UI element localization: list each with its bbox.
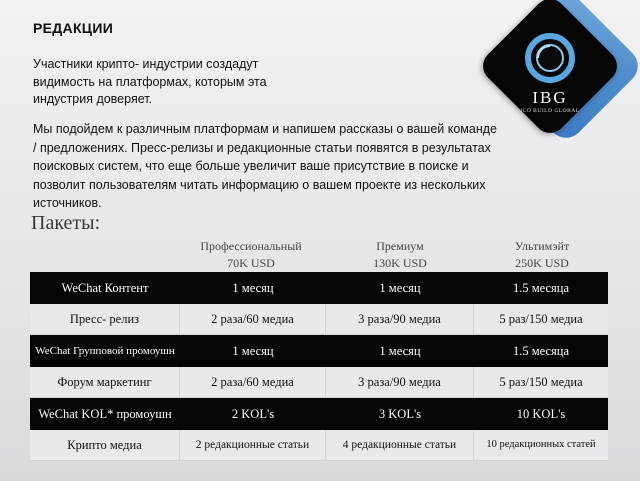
service-cell: Пресс- релиз	[30, 304, 180, 336]
packages-table	[30, 272, 608, 461]
table-row	[30, 272, 608, 304]
value-cell: 1 месяц	[379, 343, 421, 358]
value-cell: 3 раза/90 медиа	[326, 304, 474, 336]
package-header-ultimate	[467, 238, 617, 272]
intro-paragraph: Участники крипто- индустрии создадут видимость на платформах, которым эта индустрия доверяет.	[33, 57, 267, 106]
value-cell: 2 KOL's	[231, 406, 275, 421]
table-row	[30, 367, 608, 399]
value-cell: 10 редакционных статей	[474, 430, 608, 462]
value-cell: 1 месяц	[232, 280, 274, 295]
package-header-premium	[325, 238, 475, 272]
packages-title: Пакеты:	[31, 212, 101, 234]
logo-ring-icon	[478, 0, 622, 150]
package-header-professional	[176, 238, 326, 272]
body-paragraph: Мы подойдем к различным платформам и напишем рассказы о вашей команде / предложениях. Пресс-релизы и редакционные статьи появятся в результатах поисковых систем, что еще больше увеличит ваше присутствие в поиске и позволит пользователям читать информацию о вашем проекте из нескольких источников.	[33, 122, 497, 210]
logo-subtitle: ICO BUILD GLOBAL	[520, 108, 580, 114]
service-cell: WeChat Групповой промоушн	[35, 344, 175, 357]
value-cell: 2 раза/60 медиа	[180, 367, 326, 399]
value-cell: 2 редакционные статьи	[180, 430, 326, 462]
value-cell: 3 KOL's	[378, 406, 422, 421]
value-cell: 1.5 месяца	[512, 343, 570, 358]
value-cell: 1 месяц	[379, 280, 421, 295]
value-cell: 2 раза/60 медиа	[180, 304, 326, 336]
value-cell: 1.5 месяца	[512, 280, 570, 295]
package-price: 70K USD	[227, 256, 275, 270]
package-price: 130K USD	[373, 256, 427, 270]
service-cell: Форум маркетинг	[30, 367, 180, 399]
ibg-logo	[478, 0, 640, 150]
package-price: 250K USD	[515, 256, 569, 270]
value-cell: 5 раз/150 медиа	[474, 304, 608, 336]
value-cell: 10 KOL's	[516, 406, 566, 421]
value-cell: 5 раз/150 медиа	[474, 367, 608, 399]
logo-text: IBG	[532, 88, 568, 107]
table-row	[30, 398, 608, 430]
package-name: Ультимэйт	[514, 239, 570, 253]
table-row	[30, 335, 608, 367]
package-name: Премиум	[376, 239, 424, 253]
value-cell: 1 месяц	[232, 343, 274, 358]
value-cell: 4 редакционные статьи	[326, 430, 474, 462]
table-row	[30, 304, 608, 336]
section-heading: РЕДАКЦИИ	[33, 20, 114, 36]
value-cell: 3 раза/90 медиа	[326, 367, 474, 399]
service-cell: Крипто медиа	[30, 430, 180, 462]
table-row	[30, 430, 608, 462]
service-cell: WeChat KOL* промоушн	[38, 406, 172, 421]
package-name: Профессиональный	[200, 239, 302, 253]
service-cell: WeChat Контент	[61, 280, 149, 295]
